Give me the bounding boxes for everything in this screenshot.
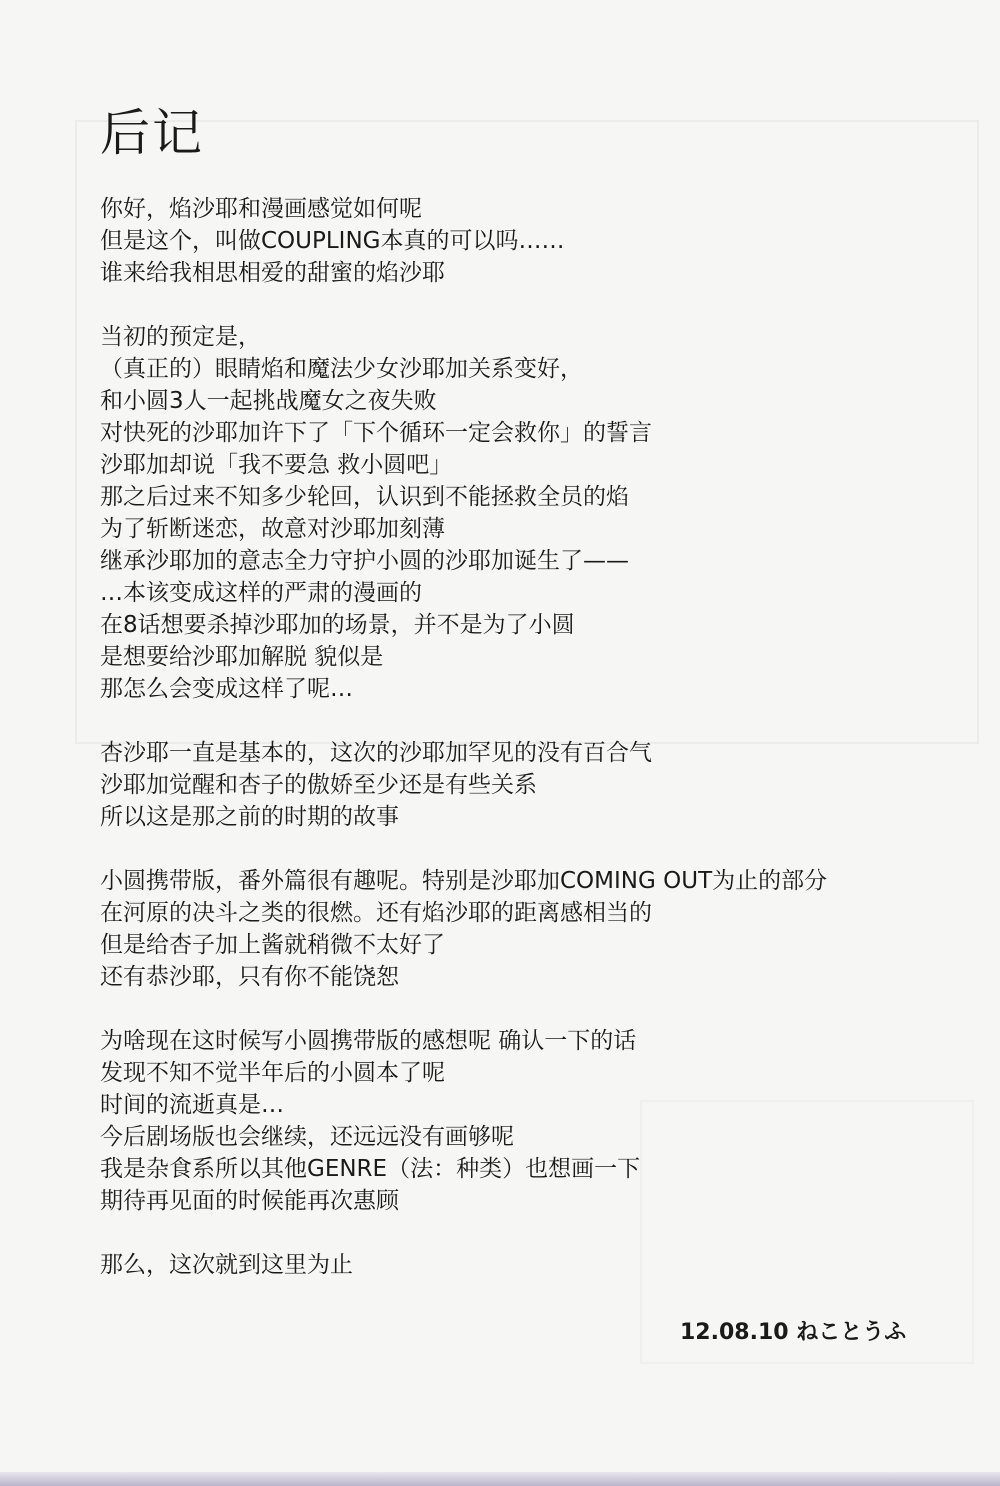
text-line: 为啥现在这时候写小圆携带版的感想呢 确认一下的话 — [100, 1028, 637, 1054]
signature: 12.08.10 ねことうふ — [680, 1320, 907, 1345]
text-line: 那怎么会变成这样了呢… — [100, 676, 353, 702]
text-line: 在河原的决斗之类的很燃。还有焰沙耶的距离感相当的 — [100, 900, 652, 926]
text-line: 在8话想要杀掉沙耶加的场景，并不是为了小圆 — [100, 612, 575, 638]
text-line: 但是这个，叫做COUPLING本真的可以吗…… — [100, 228, 565, 254]
text-line: 继承沙耶加的意志全力守护小圆的沙耶加诞生了—— — [100, 548, 629, 574]
text-line: 但是给杏子加上酱就稍微不太好了 — [100, 932, 445, 958]
text-line: 和小圆3人一起挑战魔女之夜失败 — [100, 388, 437, 414]
text-line: …本该变成这样的严肃的漫画的 — [100, 580, 422, 606]
text-line: 还有恭沙耶，只有你不能饶恕 — [100, 964, 399, 990]
text-line: 那之后过来不知多少轮回，认识到不能拯救全员的焰 — [100, 484, 629, 510]
paragraph — [100, 321, 960, 705]
text-line: 当初的预定是， — [100, 324, 261, 350]
text-line: 今后剧场版也会继续，还远远没有画够呢 — [100, 1124, 514, 1150]
afterword-body — [100, 193, 960, 1313]
text-line: 我是杂食系所以其他GENRE（法：种类）也想画一下 — [100, 1156, 641, 1182]
text-line: 所以这是那之前的时期的故事 — [100, 804, 399, 830]
text-line: 期待再见面的时候能再次惠顾 — [100, 1188, 399, 1214]
text-line: 那么，这次就到这里为止 — [100, 1252, 353, 1278]
text-line: 你好，焰沙耶和漫画感觉如何呢 — [100, 196, 422, 222]
text-line: 发现不知不觉半年后的小圆本了呢 — [100, 1060, 445, 1086]
page-title: 后记 — [100, 104, 204, 162]
text-line: 杏沙耶一直是基本的，这次的沙耶加罕见的没有百合气 — [100, 740, 652, 766]
paragraph — [100, 1025, 960, 1217]
text-line: 沙耶加觉醒和杏子的傲娇至少还是有些关系 — [100, 772, 537, 798]
text-line: （真正的）眼睛焰和魔法少女沙耶加关系变好， — [100, 356, 583, 382]
text-line: 是想要给沙耶加解脱 貌似是 — [100, 644, 384, 670]
text-line: 小圆携带版，番外篇很有趣呢。特别是沙耶加COMING OUT为止的部分 — [100, 868, 828, 894]
text-line: 为了斩断迷恋，故意对沙耶加刻薄 — [100, 516, 445, 542]
text-line: 谁来给我相思相爱的甜蜜的焰沙耶 — [100, 260, 445, 286]
paragraph — [100, 865, 960, 993]
paragraph — [100, 193, 960, 289]
paragraph — [100, 1249, 960, 1281]
text-line: 对快死的沙耶加许下了「下个循环一定会救你」的誓言 — [100, 420, 652, 446]
text-line: 时间的流逝真是… — [100, 1092, 284, 1118]
page-edge-shadow — [0, 1472, 1000, 1486]
paragraph — [100, 737, 960, 833]
text-line: 沙耶加却说「我不要急 救小圆吧」 — [100, 452, 453, 478]
